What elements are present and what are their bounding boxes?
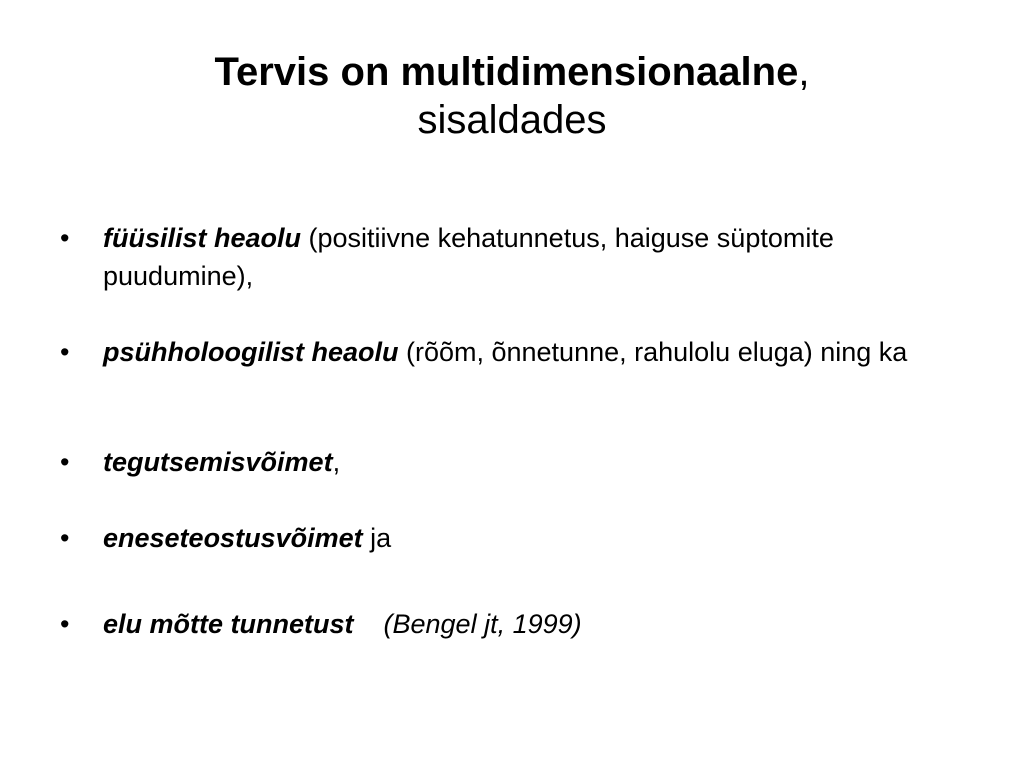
bullet-description: (rõõm, õnnetunne, rahulolu eluga) ning ka	[398, 337, 908, 367]
bullet-term: elu mõtte tunnetust	[103, 609, 354, 639]
bullet-text	[103, 519, 920, 557]
bullet-text	[103, 443, 920, 481]
bullet-text	[103, 333, 920, 371]
title-subtext: sisaldades	[417, 98, 607, 142]
bullet-term: psühholoogilist heaolu	[103, 337, 399, 367]
bullet-term: eneseteostusvõimet	[103, 523, 363, 553]
bullet-text	[103, 605, 920, 643]
bullet-marker: •	[60, 609, 70, 639]
bullet-term: füüsilist heaolu	[103, 223, 302, 253]
bullet-description: ja	[362, 523, 392, 553]
bullet-description: (positiivne kehatunnetus, haiguse süptomite puudumine),	[103, 223, 834, 291]
bullet-marker: •	[60, 337, 70, 367]
bullet-term: tegutsemisvõimet	[103, 447, 333, 477]
bullet-item-psychological	[60, 333, 920, 371]
title-comma: ,	[798, 50, 810, 94]
bullet-citation: (Bengel jt, 1999)	[383, 609, 582, 639]
title-bold-text: Tervis on multidimensionaalne	[214, 50, 799, 94]
bullet-marker: •	[60, 523, 70, 553]
bullet-item-self-realization	[60, 519, 920, 557]
bullet-description: ,	[332, 447, 341, 477]
bullet-item-physical	[60, 219, 920, 295]
bullet-marker: •	[60, 447, 70, 477]
bullet-text	[103, 219, 920, 295]
bullet-item-ability-to-act	[60, 443, 920, 481]
bullet-marker: •	[60, 223, 70, 253]
bullet-item-meaning-of-life	[60, 605, 920, 643]
